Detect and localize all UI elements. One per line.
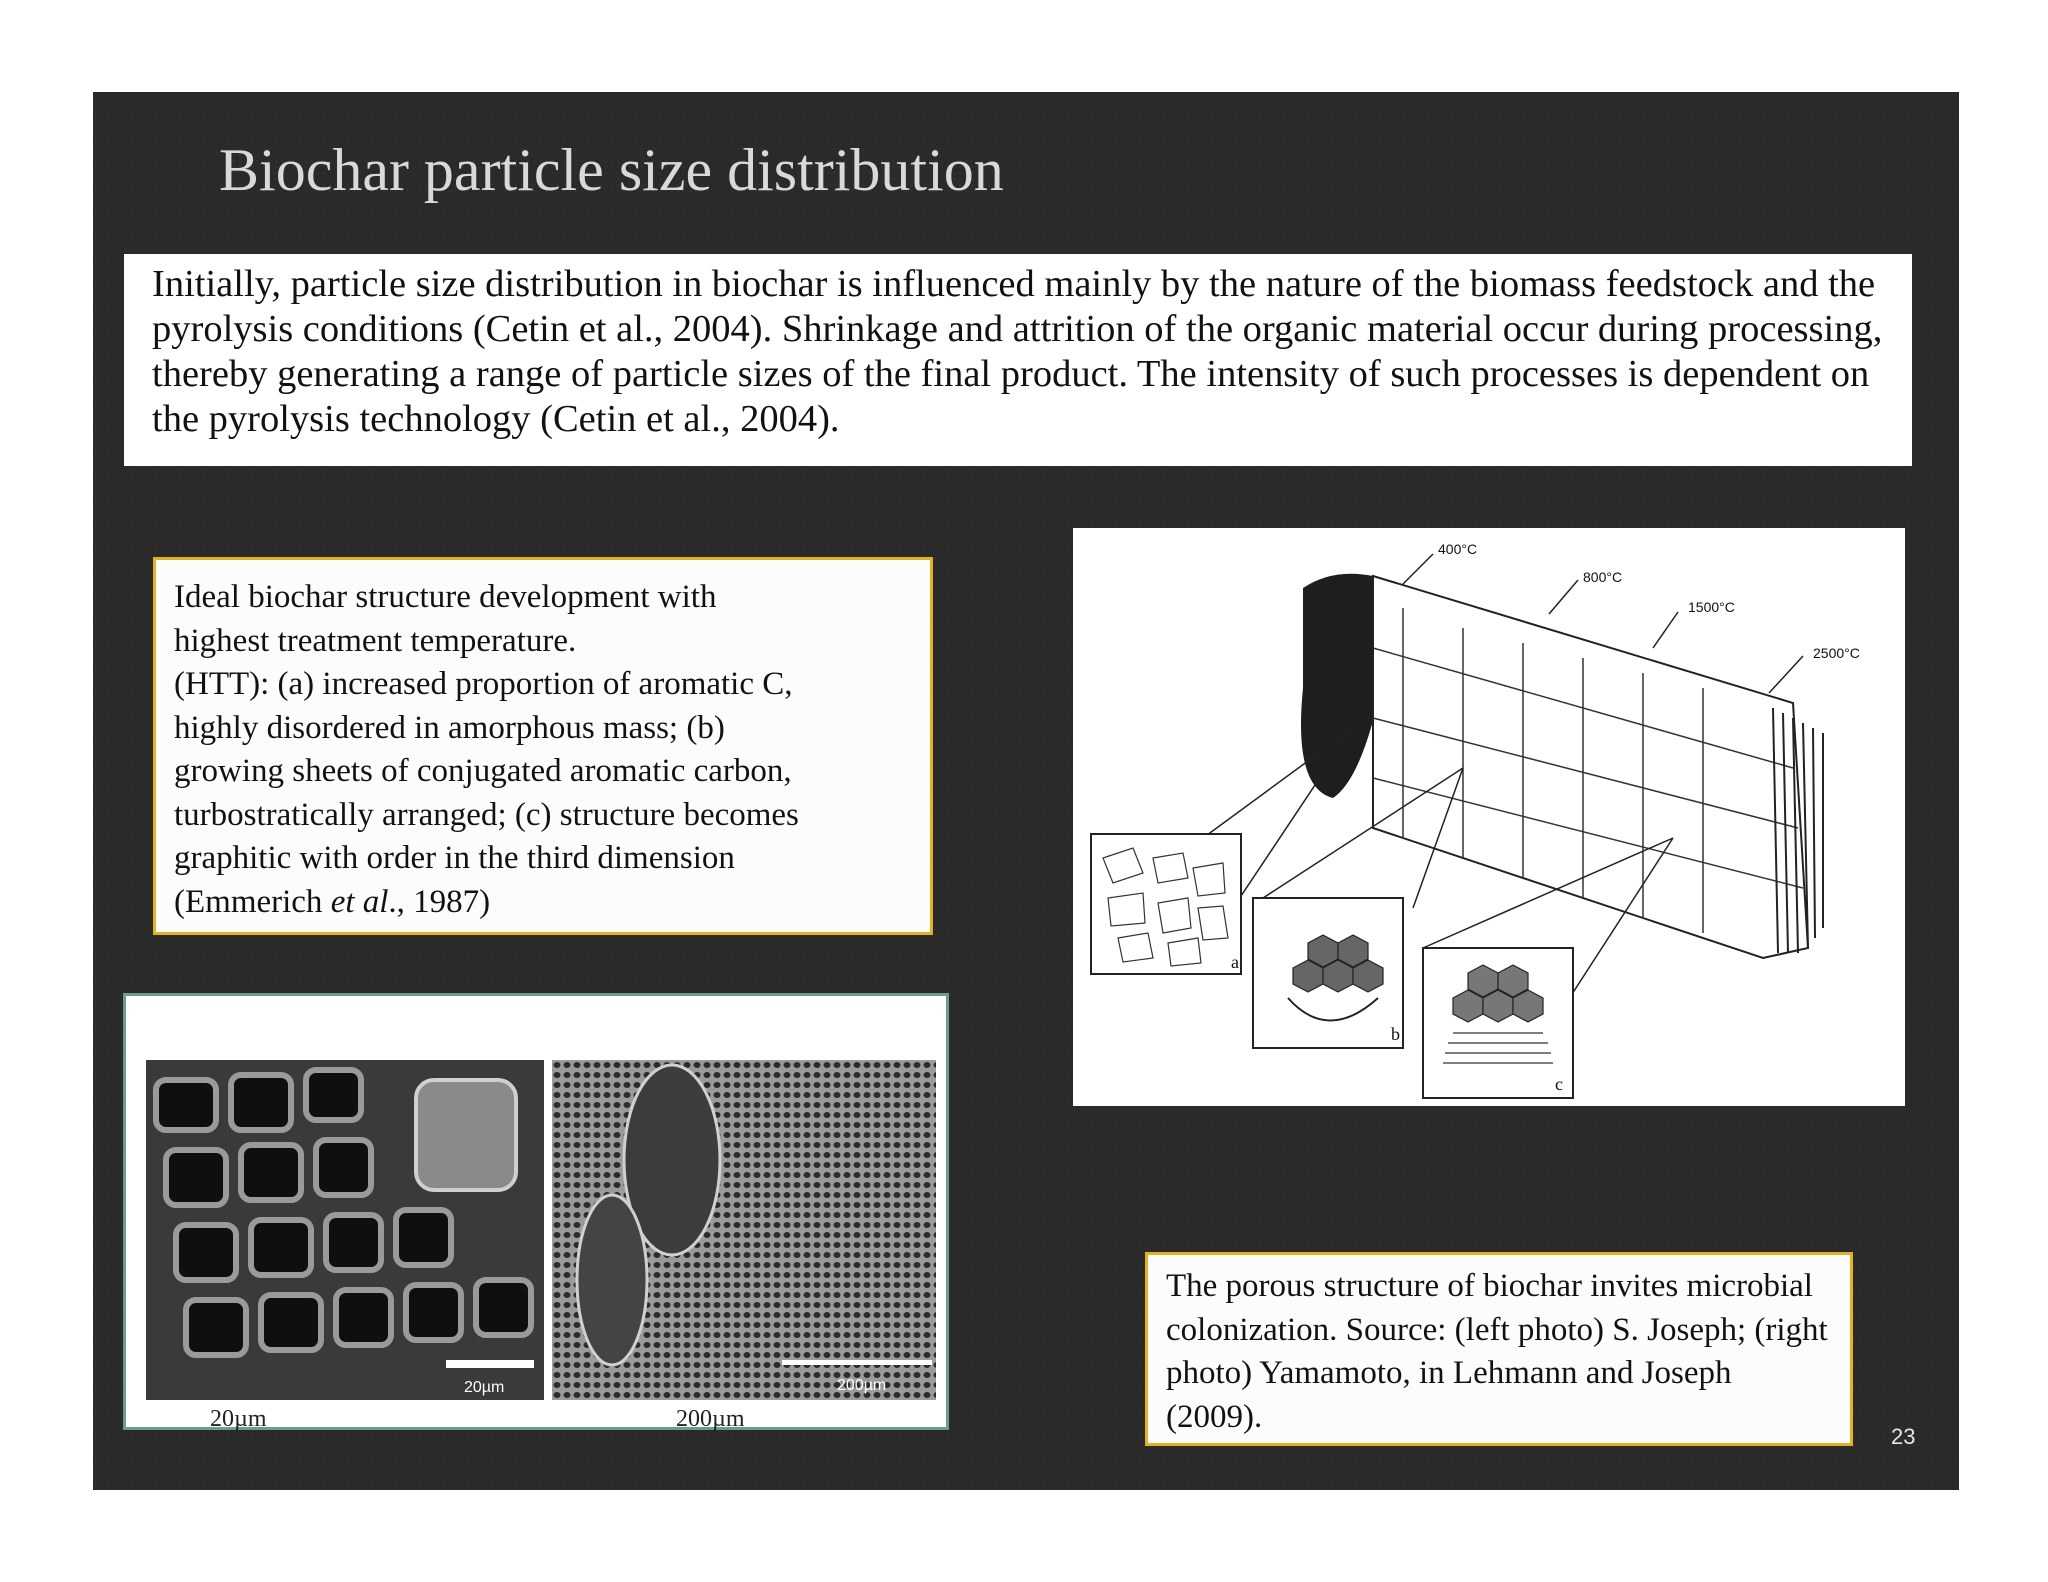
structure-callout [153,557,933,935]
sem-photos-panel [123,993,949,1430]
temp-label-400: 400°C [1438,541,1478,557]
intro-paragraph: Initially, particle size distribution in biochar is influenced mainly by the nature of the biomass feedstock and the pyrolysis conditions (Cetin et al., 2004). Shrinkage and attrition of the organic material occur during processing, thereby generating a range of particle sizes of the final product. The intensity of such processes is dependent on the pyrolysis technology (Cetin et al., 2004). [124,254,1912,466]
sem-photo-right-image [552,1060,936,1400]
left-photo-caption: 20µm [210,1406,267,1432]
structure-callout-line: highest treatment temperature. [174,622,577,659]
temp-label-1500: 1500°C [1688,599,1735,615]
structure-citation [174,881,912,925]
structure-callout-line: turbostratically arranged; (c) structure becomes [174,796,799,833]
sem-photo-right [552,1060,936,1400]
structure-illustration [1073,528,1905,1106]
citation-year: ., 1987) [388,883,491,920]
temp-label-800: 800°C [1583,569,1623,585]
biochar-structure-diagram [1073,528,1905,1106]
structure-callout-line: Ideal biochar structure development with [174,579,717,615]
char-block-body [1373,576,1808,958]
slide [93,92,1959,1490]
panel-b-label: b [1391,1024,1400,1044]
right-photo-caption: 200µm [676,1406,745,1432]
panel-c-label: c [1555,1074,1563,1094]
char-block-dark-end [1301,574,1383,798]
structure-callout-line: (HTT): (a) increased proportion of aromatic C, [174,666,793,702]
page-number: 23 [1891,1424,1916,1449]
sem-photo-left-image [146,1060,544,1400]
porous-callout: The porous structure of biochar invites microbial colonization. Source: (left photo) S. Joseph; (right photo) Yamamoto, in Lehmann and Joseph (2009). [1145,1252,1853,1446]
citation-author: (Emmerich [174,883,331,920]
right-scale-bar-text: 200µm [837,1377,887,1394]
panel-c [1423,948,1573,1098]
panel-a-label: a [1231,952,1239,972]
citation-etal: et al [330,883,389,920]
structure-callout-line: graphitic with order in the third dimension [174,840,735,876]
left-scale-bar-text: 20µm [464,1379,505,1396]
structure-callout-line: highly disordered in amorphous mass; (b) [174,709,725,746]
slide-title: Biochar particle size distribution [219,137,1004,203]
temp-label-2500: 2500°C [1813,645,1860,661]
structure-callout-line: growing sheets of conjugated aromatic carbon, [174,753,792,789]
sem-photo-left [146,1060,544,1400]
